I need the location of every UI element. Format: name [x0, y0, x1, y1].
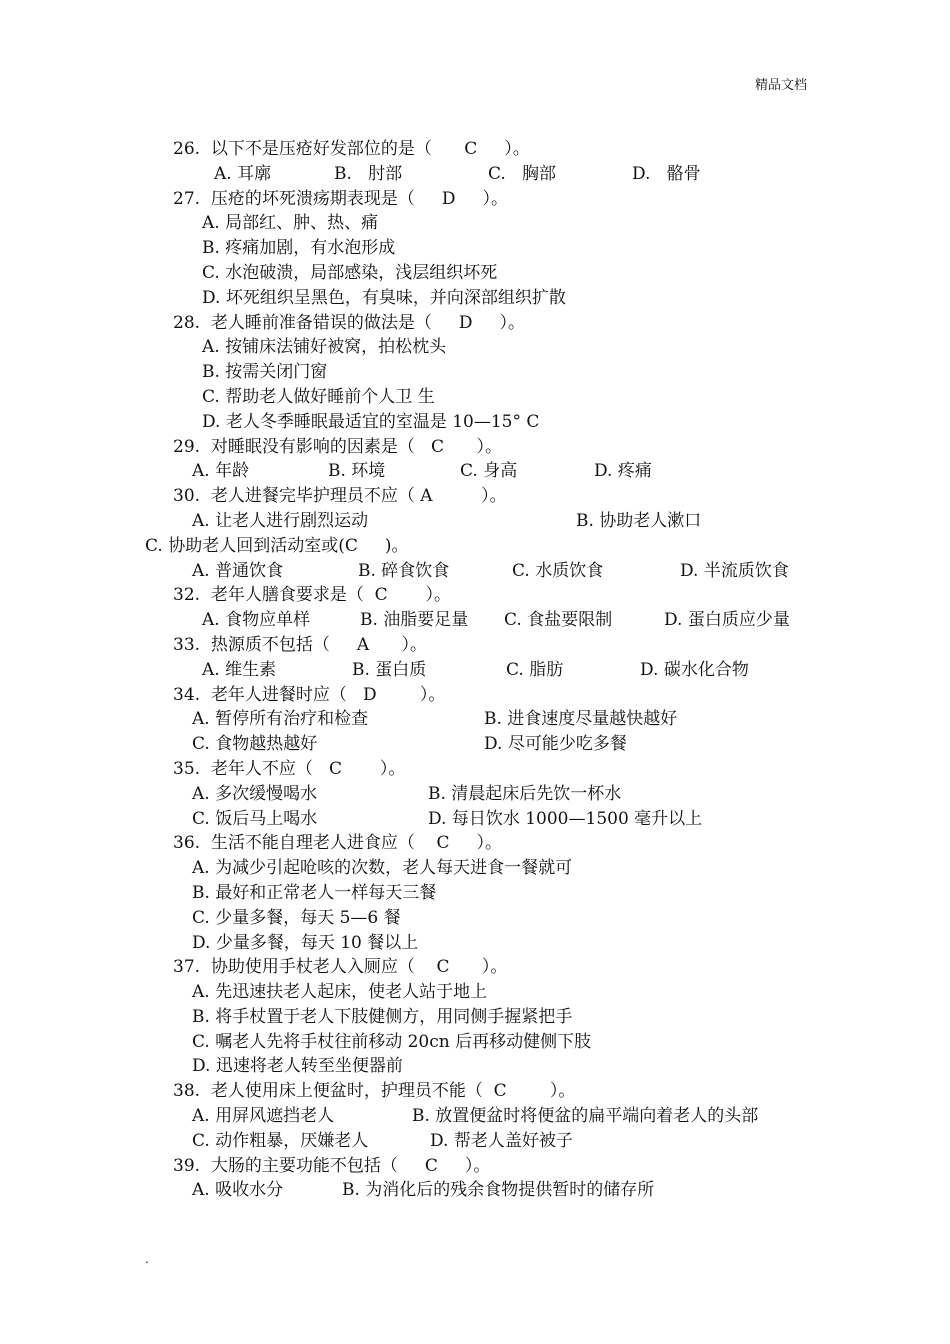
- text-line: [0, 608, 950, 633]
- text-segment: D. 坏死组织呈黑色，有臭味，并向深部组织扩散: [202, 287, 566, 308]
- text-segment: D. 每日饮水 1000—1500 毫升以上: [428, 808, 703, 829]
- text-segment: 37. 协助使用手杖老人入厕应（ C ）。: [173, 957, 508, 978]
- text-line: [0, 236, 950, 261]
- text-segment: B. 放置便盆时将便盆的扁平端向着老人的头部: [412, 1106, 759, 1127]
- text-segment: C. 身高: [460, 461, 518, 482]
- text-line: [0, 335, 950, 360]
- text-segment: B. 肘部: [334, 163, 403, 184]
- text-line: [0, 683, 950, 708]
- text-segment: C. 水泡破溃，局部感染，浅层组织坏死: [202, 262, 498, 283]
- text-segment: B. 为消化后的残余食物提供暂时的储存所: [342, 1180, 655, 1201]
- text-segment: C. 少量多餐，每天 5—6 餐: [192, 907, 401, 928]
- text-segment: A. 吸收水分: [192, 1180, 284, 1201]
- text-line: [0, 633, 950, 658]
- text-line: [0, 1054, 950, 1079]
- text-segment: D. 帮老人盖好被子: [430, 1130, 573, 1151]
- text-segment: 39. 大肠的主要功能不包括（ C ）。: [173, 1155, 491, 1176]
- text-line: [0, 1104, 950, 1129]
- text-line: [0, 1178, 950, 1203]
- text-segment: B. 环境: [328, 461, 386, 482]
- text-segment: C. 食盐要限制: [504, 610, 613, 631]
- text-segment: C. 胸部: [488, 163, 557, 184]
- text-line: [0, 559, 950, 584]
- text-line: [0, 187, 950, 212]
- text-segment: B. 协助老人漱口: [576, 510, 702, 531]
- text-line: [0, 931, 950, 956]
- text-segment: C. 水质饮食: [512, 560, 604, 581]
- text-line: [0, 311, 950, 336]
- text-segment: A. 让老人进行剧烈运动: [192, 510, 369, 531]
- text-segment: D. 蛋白质应少量: [664, 610, 790, 631]
- text-line: [0, 831, 950, 856]
- text-line: [0, 906, 950, 931]
- text-line: [0, 757, 950, 782]
- text-segment: C. 动作粗暴，厌嫌老人: [192, 1130, 369, 1151]
- text-segment: C. 脂肪: [506, 659, 564, 680]
- text-line: [0, 459, 950, 484]
- text-segment: C. 饭后马上喝水: [192, 808, 318, 829]
- text-segment: D. 半流质饮食: [680, 560, 789, 581]
- text-segment: A. 按铺床法铺好被窝，拍松枕头: [202, 337, 447, 358]
- text-segment: 33. 热源质不包括（ A ）。: [173, 634, 428, 655]
- text-segment: D. 尽可能少吃多餐: [484, 734, 627, 755]
- text-line: [0, 286, 950, 311]
- text-line: [0, 211, 950, 236]
- page-header: 精品文档: [754, 78, 807, 93]
- footer-mark: .: [145, 1252, 149, 1266]
- text-line: [0, 261, 950, 286]
- text-segment: D. 碳水化合物: [640, 659, 749, 680]
- text-line: [0, 707, 950, 732]
- text-segment: B. 蛋白质: [352, 659, 427, 680]
- text-segment: C. 帮助老人做好睡前个人卫 生: [202, 386, 435, 407]
- text-segment: 34. 老年人进餐时应（ D ）。: [173, 684, 446, 705]
- text-segment: C. 嘱老人先将手杖往前移动 20cn 后再移动健侧下肢: [192, 1031, 592, 1052]
- text-line: [0, 881, 950, 906]
- text-line: [0, 583, 950, 608]
- text-segment: 30. 老人进餐完毕护理员不应（ A ）。: [173, 486, 507, 507]
- text-line: [0, 137, 950, 162]
- text-segment: 26. 以下不是压疮好发部位的是（ C ）。: [173, 139, 530, 159]
- text-segment: A. 维生素: [202, 659, 277, 680]
- text-segment: 36. 生活不能自理老人进食应（ C ）。: [173, 833, 502, 854]
- text-segment: D. 老人冬季睡眠最适宜的室温是 10—15° C: [202, 411, 540, 432]
- text-line: [0, 435, 950, 460]
- text-line: [0, 162, 950, 187]
- text-line: [0, 1079, 950, 1104]
- text-line: [0, 955, 950, 980]
- text-segment: D. 疼痛: [594, 461, 652, 482]
- text-segment: A. 暂停所有治疗和检查: [192, 709, 369, 730]
- text-segment: B. 将手杖置于老人下肢健侧方，用同侧手握紧把手: [192, 1006, 573, 1027]
- text-line: [0, 856, 950, 881]
- text-line: [0, 484, 950, 509]
- text-line: [0, 410, 950, 435]
- text-line: [0, 658, 950, 683]
- text-segment: 35. 老年人不应（ C ）。: [173, 758, 406, 779]
- text-segment: A. 多次缓慢喝水: [192, 783, 318, 804]
- text-segment: C. 协助老人回到活动室或(C )。: [145, 535, 409, 556]
- text-line: [0, 807, 950, 832]
- text-segment: 29. 对睡眠没有影响的因素是（ C ）。: [173, 436, 502, 457]
- text-line: [0, 980, 950, 1005]
- text-segment: A. 局部红、肿、热、痛: [202, 213, 379, 234]
- text-line: [0, 1129, 950, 1154]
- text-line: [0, 534, 950, 559]
- text-segment: B. 进食速度尽量越快越好: [484, 709, 678, 730]
- text-segment: A. 食物应单样: [202, 610, 311, 631]
- text-line: [0, 1154, 950, 1179]
- text-segment: D. 少量多餐，每天 10 餐以上: [192, 932, 419, 953]
- text-segment: A. 用屏风遮挡老人: [192, 1106, 335, 1127]
- text-segment: C. 食物越热越好: [192, 734, 318, 755]
- text-line: [0, 385, 950, 410]
- text-line: [0, 732, 950, 757]
- text-segment: A. 为减少引起呛咳的次数，老人每天进食一餐就可: [192, 858, 573, 879]
- text-line: [0, 782, 950, 807]
- text-segment: B. 最好和正常老人一样每天三餐: [192, 882, 437, 903]
- text-segment: D. 骼骨: [632, 163, 701, 184]
- text-segment: A. 普通饮食: [192, 560, 284, 581]
- text-line: [0, 509, 950, 534]
- text-segment: B. 清晨起床后先饮一杯水: [428, 783, 622, 804]
- text-line: [0, 360, 950, 385]
- text-segment: B. 按需关闭门窗: [202, 362, 328, 383]
- text-segment: B. 疼痛加剧，有水泡形成: [202, 238, 396, 259]
- text-segment: A. 先迅速扶老人起床，使老人站于地上: [192, 982, 488, 1003]
- text-segment: 27. 压疮的坏死溃疡期表现是（ D ）。: [173, 188, 509, 209]
- text-segment: D. 迅速将老人转至坐便器前: [192, 1056, 403, 1077]
- text-line: [0, 1030, 950, 1055]
- text-segment: B. 油脂要足量: [360, 610, 469, 631]
- question-list: [0, 137, 950, 1203]
- text-segment: B. 碎食饮食: [358, 560, 450, 581]
- text-segment: 38. 老人使用床上便盆时，护理员不能（ C ）。: [173, 1081, 576, 1102]
- text-line: [0, 1005, 950, 1030]
- text-segment: A. 年龄: [192, 461, 250, 482]
- text-segment: A. 耳廓: [214, 163, 272, 184]
- text-segment: 28. 老人睡前准备错误的做法是（ D ）。: [173, 312, 526, 333]
- text-segment: 32. 老年人膳食要求是（ C ）。: [173, 585, 451, 606]
